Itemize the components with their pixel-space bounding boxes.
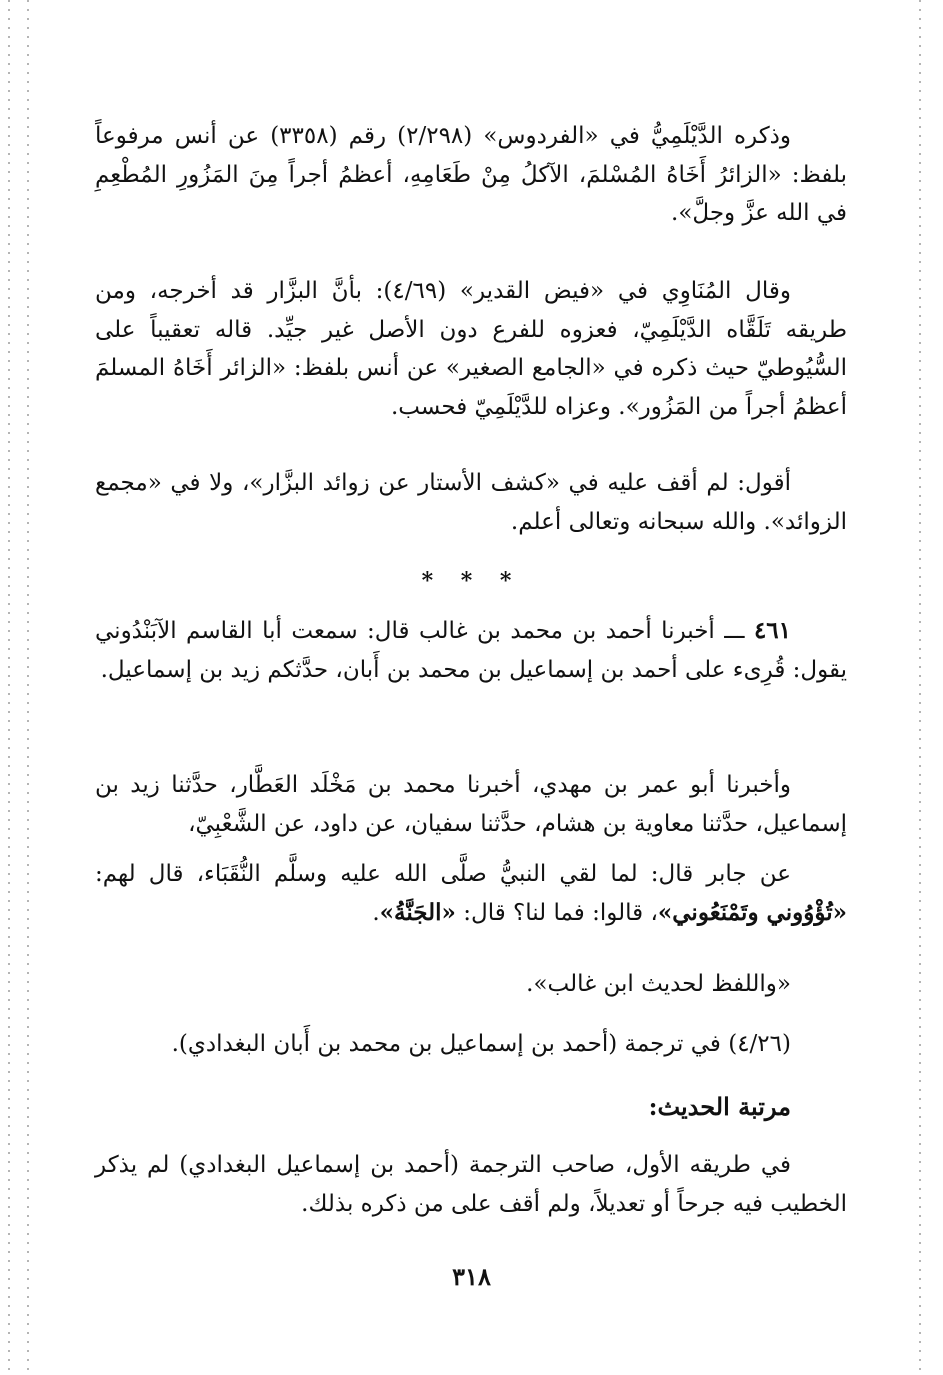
paragraph-text: وقال المُنَاوِي في «فيض القدير» (٤/٦٩): بأنَّ البزَّار قد أخرجه، ومن طريقه تَلَقَّاه الدَّيْلَمِيّ، فعزوه للفرع دون الأصل غير جيِّد. قاله تعقيباً على السُّيُوطيّ حيث ذكره في «الجامع الصغير» عن أنس بلفظ: «الزائر أَخَاهُ المسلمَ أعظمُ أجراً من المَزُور». وعزاه للدَّيْلَمِيّ فحسب. (95, 278, 847, 420)
scan-edge-dots-left (8, 0, 10, 1375)
page-number: ٣١٨ (452, 1262, 491, 1291)
source-note (95, 1025, 847, 1064)
paragraph-text (95, 855, 847, 932)
matn-quote-1: «تُؤْوُوني وتَمْنَعُوني» (657, 898, 847, 926)
paragraph-text: وذكره الدَّيْلَمِيُّ في «الفردوس» (٢/٢٩٨) رقم (٣٣٥٨) عن أنس مرفوعاً بلفظ: «الزائرُ أَخَاهُ المُسْلمَ، الآكلُ مِنْ طَعَامِهِ، أعظمُ أجراً مِنَ المَزُورِ المُطْعِمِ في الله عزَّ وجلَّ». (95, 123, 847, 226)
matn-intro: عن جابر قال: لما لقي النبيُّ صلَّى الله عليه وسلَّم النُّقَبَاء، قال لهم: (95, 861, 791, 887)
scan-edge-dots-right (919, 0, 921, 1375)
hadith-matn (95, 855, 847, 932)
paragraph-text: «واللفظ لحديث ابن غالب». (526, 971, 791, 997)
paragraph-daylami (95, 117, 847, 233)
hadith-number: ٤٦١ (753, 617, 792, 644)
paragraph-text (95, 612, 847, 689)
matn-middle: ، قالوا: فما لنا؟ قال: (455, 899, 658, 926)
wording-note (95, 965, 847, 1004)
hadith-isnad-1 (95, 612, 847, 689)
matn-end: . (372, 899, 380, 926)
paragraph-text: وأخبرنا أبو عمر بن مهدي، أخبرنا محمد بن مَخْلَد العَطَّار، حدَّثنا زيد بن إسماعيل، حدَّثنا معاوية بن هشام، حدَّثنا سفيان، عن داود، عن الشَّعْبِيّ، (95, 772, 847, 837)
paragraph-aqoul (95, 464, 847, 541)
isnad-text: أخبرنا أحمد بن محمد بن غالب قال: سمعت أبا القاسم الآبَنْدُوني يقول: قُرِىء على أحمد بن إسماعيل بن محمد بن أَبان، حدَّثكم زيد بن إسماعيل. (95, 618, 847, 683)
section-separator: * * * (421, 568, 522, 594)
hadith-isnad-2 (95, 766, 847, 843)
scan-edge-dots-left-inner (27, 0, 29, 1375)
paragraph-text: (٤/٢٦) في ترجمة (أحمد بن إسماعيل بن محمد بن أَبان البغدادي). (171, 1031, 791, 1057)
paragraph-munawi (95, 272, 847, 426)
paragraph-text: أقول: لم أقف عليه في «كشف الأستار عن زوائد البزَّار»، ولا في «مجمع الزوائد». والله سبحانه وتعالى أعلم. (95, 470, 847, 535)
grading-paragraph (95, 1146, 847, 1223)
hadith-dash: ـــ (714, 618, 754, 644)
grading-heading: مرتبة الحديث: (648, 1092, 791, 1121)
paragraph-text: في طريقه الأول، صاحب الترجمة (أحمد بن إسماعيل البغدادي) لم يذكر الخطيب فيه جرحاً أو تعديلاً، ولم أقف على من ذكره بذلك. (95, 1152, 847, 1217)
matn-quote-2: «الجَنَّةُ» (379, 898, 456, 926)
